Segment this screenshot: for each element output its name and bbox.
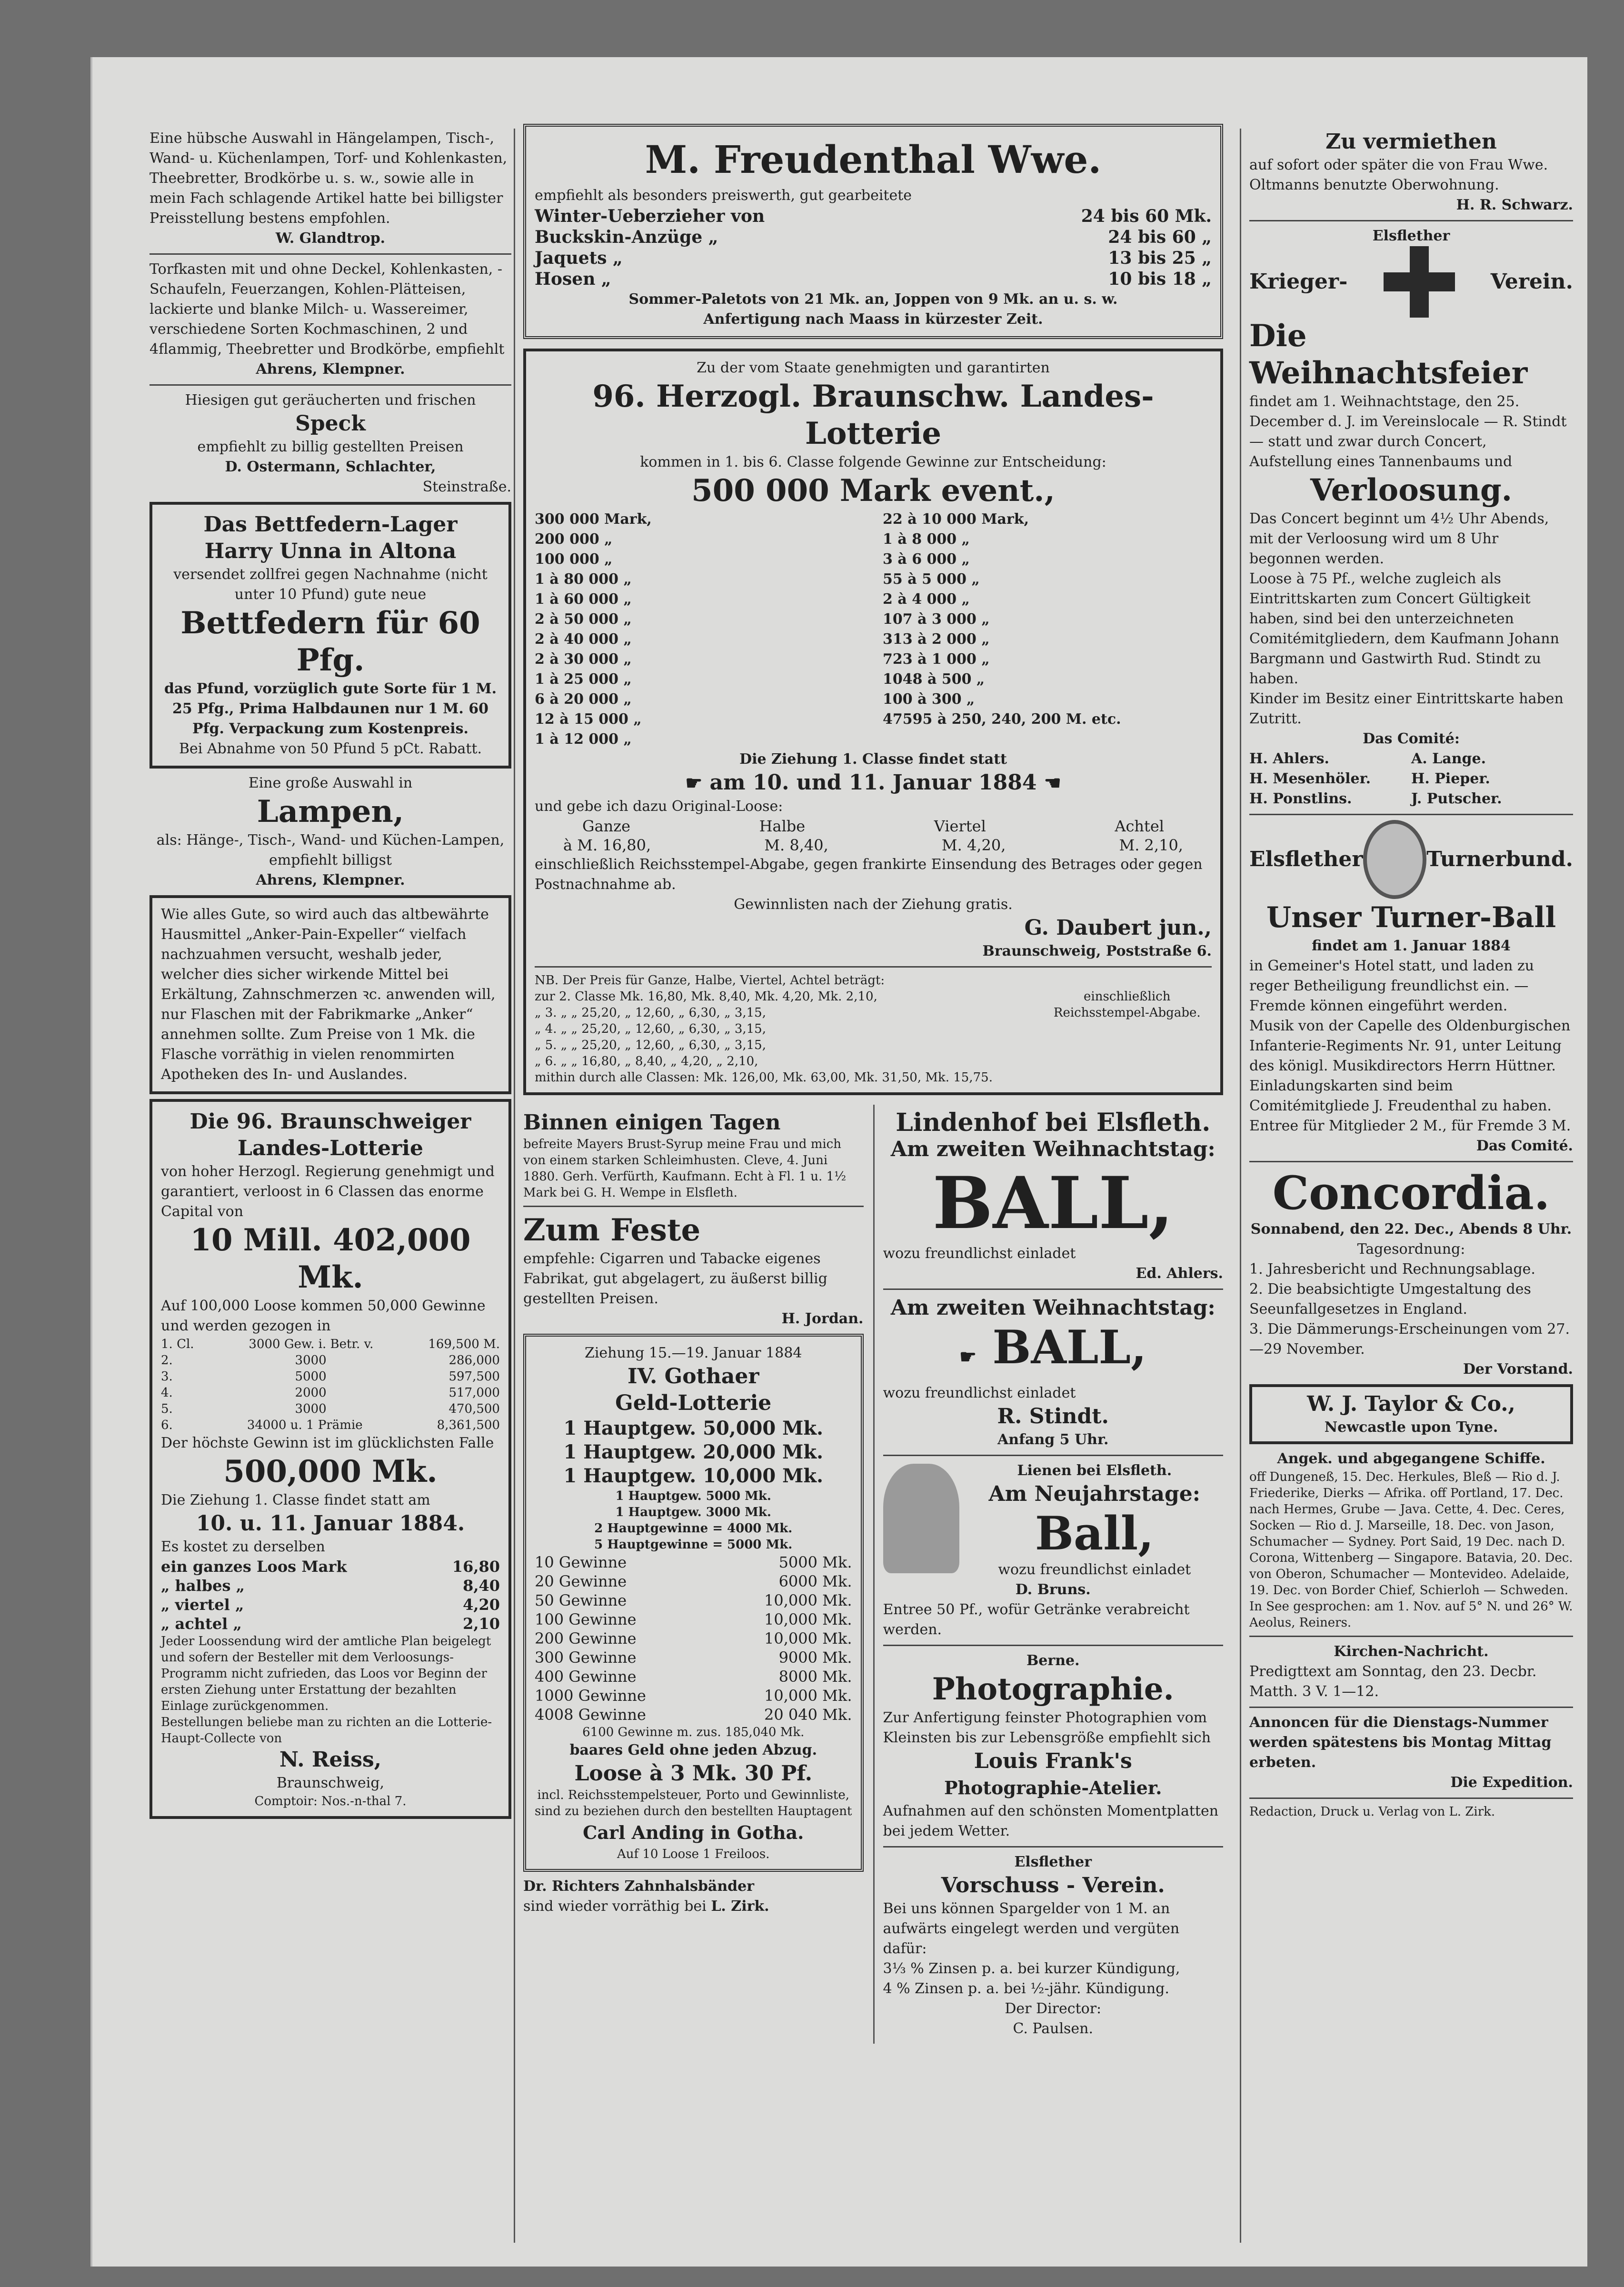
ad-text: findet am 1. Weihnachtstage, den 25. December d. J. im Vereinslocale — R. Stindt — statt und zwar durch Concert, Aufstellung eines Tannenbaums und <box>1249 393 1567 470</box>
list-item: Jaquets „ 13 bis 25 „ <box>535 248 1212 268</box>
ad-text: Musik von der Capelle des Oldenburgischen Infanterie-Regiments Nr. 91, unter Leitung des königl. Musikdirectors Herrn Hüttner. <box>1249 1018 1571 1074</box>
table-row: 3. 5000 597,500 <box>161 1369 500 1384</box>
ad-text: empfehle: Cigarren und Tabacke eigenes Fabrikat, gut abgelagert, zu äußerst billig gestellten Preisen. <box>523 1250 827 1307</box>
ad-text: Tagesordnung: <box>1357 1241 1465 1258</box>
ad-subtitle: Am zweiten Weihnachtstag: <box>890 1296 1216 1320</box>
list-item: 2 à 30 000 „ <box>535 651 632 668</box>
list-item: Hosen „ 10 bis 18 „ <box>535 269 1212 289</box>
ad-concordia <box>1249 1167 1573 1379</box>
ad-title: W. J. Taylor & Co., <box>1307 1392 1515 1416</box>
nb-header: NB. Der Preis für Ganze, Halbe, Viertel, Achtel beträgt: <box>535 973 885 988</box>
ad-title: Kirchen-Nachricht. <box>1334 1643 1489 1660</box>
ad-text: Bestellungen beliebe man zu richten an die Lotterie-Haupt-Collecte von <box>161 1715 492 1746</box>
pointing-hand-icon: ☛ <box>959 1346 976 1368</box>
column-middle <box>514 124 1233 2044</box>
ad-title: Speck <box>295 411 366 436</box>
ad-text: Der höchste Gewinn ist im glücklichsten Falle <box>161 1435 494 1451</box>
ad-signature: Ahrens, Klempner. <box>256 872 405 889</box>
list-item: A. Lange. <box>1411 750 1486 767</box>
ad-bettfedern <box>149 502 511 769</box>
table-row: 5. 3000 470,500 <box>161 1402 500 1416</box>
ad-text: Gewinnlisten nach der Ziehung gratis. <box>734 896 1013 913</box>
ad-headline: Unser Turner-Ball <box>1266 901 1556 934</box>
ad-text: Zur Anfertigung feinster Photographien vom Kleinsten bis zur Lebensgröße empfiehlt sich <box>883 1709 1211 1746</box>
ad-lindenhof <box>883 1109 1224 1284</box>
prize-list-right <box>883 509 1212 749</box>
ad-text: kommen in 1. bis 6. Classe folgende Gewinne zur Entscheidung: <box>640 454 1106 470</box>
ad-text: Es kostet zu derselben <box>161 1538 325 1555</box>
ad-subtitle: Am Neujahrstage: <box>988 1482 1200 1506</box>
ad-text: wozu freundlichst einladet <box>998 1561 1191 1578</box>
list-item: 1048 à 500 „ <box>883 671 985 688</box>
ad-address: Comptoir: Nos.-n-thal 7. <box>254 1794 407 1808</box>
ad-text: Bei Abnahme von 50 Pfund 5 pCt. Rabatt. <box>179 740 482 757</box>
price-header: Ganze Halbe Viertel Achtel <box>582 817 1164 835</box>
ad-signature: Die Expedition. <box>1450 1774 1573 1791</box>
list-item: 1 à 8 000 „ <box>883 531 970 548</box>
ad-headline: Die Weihnachtsfeier <box>1249 318 1528 391</box>
ad-text: Einladungskarten sind beim Comitémitgliede J. Freudenthal zu haben. Entree für Mitglieder 2 M., für Fremde 3 M. <box>1249 1078 1571 1134</box>
pointing-hand-icon: ☛ <box>685 772 703 794</box>
middle-lower-left <box>523 1105 864 2044</box>
ad-zahnhalsbaender <box>523 1877 864 1917</box>
table-row: 100 Gewinne 10,000 Mk. <box>535 1610 852 1628</box>
ad-braunschweiger-lotterie <box>149 1099 511 1819</box>
ad-text: baares Geld ohne jeden Abzug. <box>569 1742 817 1758</box>
ad-place: Elsflether <box>1372 228 1450 244</box>
ad-text: 3⅓ % Zinsen p. a. bei kurzer Kündigung, <box>883 1960 1180 1977</box>
ad-title: Elsflether <box>1249 847 1363 871</box>
ad-text: Der Director: <box>1005 2000 1102 2017</box>
list-item: 2. Die beabsichtigte Umgestaltung des Seeunfallgesetzes in England. <box>1249 1281 1531 1318</box>
ad-headline: Loose à 3 Mk. 30 Pf. <box>574 1761 813 1786</box>
ad-title: IV. Gothaer <box>627 1364 759 1388</box>
ad-title: Geld-Lotterie <box>615 1391 772 1415</box>
ad-text: einschließlich Reichsstempel-Abgabe, gegen frankirte Einsendung des Betrages oder gegen Postnachnahme ab. <box>535 856 1203 893</box>
ad-taylor <box>1249 1384 1573 1444</box>
nb-side-note: einschließlich Reichsstempel-Abgabe. <box>1053 989 1201 1020</box>
ad-text: Predigttext am Sonntag, den 23. Decbr. Matth. 3 V. 1—12. <box>1249 1663 1537 1700</box>
table-row: 50 Gewinne 10,000 Mk. <box>535 1591 852 1609</box>
table-row: „ 6. „ „ 16,80, „ 8,40, „ 4,20, „ 2,10, <box>535 1054 758 1069</box>
ad-text: und gebe ich dazu Original-Loose: <box>535 798 783 815</box>
ad-intro: Hiesigen gut geräucherten und frischen <box>185 392 476 409</box>
list-item: 2 à 4 000 „ <box>883 591 970 608</box>
ad-text: off Dungeneß, 15. Dec. Herkules, Bleß — Rio d. J. Friederike, Dierks — Afrika. off Portland, 17. Dec. nach Hermes, Grube — Java. Cette, 4. Dec. Ceres, Socken — Rio d. J. Marseille, 18. Dec. von Jason, Schumacher — Sydney. Port Said, 19 Dec. nach D. Corona, Wittenberg — Singapore. Batavia, 20. Dec. von Oberon, Schumacher — Montevideo. Adelaide, 19. Dec. von Border Chief, Schierloh — Schweden. In See gesprochen: am 1. Nov. auf 5° N. und 26° W. Aeolus, Reiners. <box>1249 1470 1573 1630</box>
ad-text: Die Ziehung 1. Classe findet statt am <box>161 1492 430 1508</box>
ad-lampen-glandtrop <box>149 129 511 249</box>
list-item: 100 000 „ <box>535 551 613 568</box>
pointing-hand-icon: ☚ <box>1044 772 1061 794</box>
draw-date: ☛ am 10. und 11. Januar 1884 ☚ <box>535 769 1212 797</box>
ad-text: empfiehlt zu billig gestellten Preisen <box>197 439 464 455</box>
table-row: 400 Gewinne 8000 Mk. <box>535 1668 852 1686</box>
list-item: 3 à 6 000 „ <box>883 551 970 568</box>
table-row: 200 Gewinne 10,000 Mk. <box>535 1629 852 1648</box>
sub-prizes <box>535 1488 852 1553</box>
ad-text: Wie alles Gute, so wird auch das altbewährte Hausmittel „Anker-Pain-Expeller“ vielfach nachzuahmen versucht, weshalb jeder, welcher dies sicher wirkende Mittel bei Erkältung, Zahnschmerzen ꝛc. anwenden will, nur Flaschen mit der Fabrikmarke „Anker“ annehmen sollte. Zum Preise von 1 Mk. die Flasche vorräthig in vielen renommirten Apotheken des In- und Auslandes. <box>161 906 496 1083</box>
ad-signature: C. Paulsen. <box>1013 2020 1094 2037</box>
table-row: „ 5. „ „ 25,20, „ 12,60, „ 6,30, „ 3,15, <box>535 1038 766 1052</box>
ad-text: Jeder Loossendung wird der amtliche Plan beigelegt und sofern der Besteller mit dem Verloosungs-Programm nicht zufrieden, das Loos vor Beginn der ersten Ziehung unter Erstattung der bezahlten Einlage zurückgenommen. <box>161 1634 491 1713</box>
table-row: 10 Gewinne 5000 Mk. <box>535 1553 852 1571</box>
ad-torfkasten <box>149 260 511 380</box>
column-right <box>1249 124 1573 1820</box>
column-divider <box>1240 129 1241 2243</box>
ad-krieger-verein <box>1249 226 1573 809</box>
ad-turnerbund <box>1249 820 1573 1156</box>
prize-list-left <box>535 509 864 749</box>
ad-headline-row: ☛ BALL, <box>883 1321 1224 1383</box>
krieger-header <box>1249 246 1573 318</box>
ad-city: Braunschweig, <box>276 1775 385 1791</box>
ad-photographie <box>883 1651 1224 1841</box>
list-item: 47595 à 250, 240, 200 M. etc. <box>883 711 1121 728</box>
list-item: Winter-Ueberzieher von 24 bis 60 Mk. <box>535 206 1212 226</box>
list-item: 723 à 1 000 „ <box>883 651 990 668</box>
list-item: 1. Jahresbericht und Rechnungsablage. <box>1249 1261 1535 1278</box>
ad-date: Sonnabend, den 22. Dec., Abends 8 Uhr. <box>1250 1221 1572 1238</box>
ad-title: Lindenhof bei Elsfleth. <box>896 1108 1211 1137</box>
table-row: 2. 3000 286,000 <box>161 1353 500 1368</box>
table-row: 1000 Gewinne 10,000 Mk. <box>535 1687 852 1705</box>
ad-title: Vorschuss - Verein. <box>941 1873 1165 1898</box>
ad-text: Dr. Richters Zahnhalsbänder <box>523 1878 755 1895</box>
ad-text: Anfang 5 Uhr. <box>997 1431 1109 1448</box>
class-table <box>161 1336 500 1433</box>
ad-text: Annoncen für die Dienstags-Nummer werden spätestens bis Montag Mittag erbeten. <box>1249 1714 1552 1771</box>
list-item: H. Mesenhöler. <box>1249 770 1371 787</box>
list-item: 300 000 Mark, <box>535 511 652 528</box>
main-prizes <box>535 1417 852 1488</box>
ad-text: Kinder im Besitz einer Eintrittskarte haben Zutritt. <box>1249 690 1564 727</box>
middle-lower-right <box>873 1105 1224 2044</box>
ad-text: 6100 Gewinne m. zus. 185,040 Mk. <box>582 1725 805 1739</box>
prize-list <box>535 509 1212 749</box>
ad-place: Berne. <box>1026 1652 1080 1669</box>
table-row: „ achtel „ 2,10 <box>161 1615 500 1633</box>
ad-text: Anfertigung nach Maass in kürzester Zeit. <box>703 311 1043 328</box>
ad-text: von hoher Herzogl. Regierung genehmigt und garantiert, verloost in 6 Classen das enorme Capital von <box>161 1163 495 1220</box>
ad-vorschuss-verein <box>883 1852 1224 2039</box>
kirchen-nachricht <box>1249 1642 1573 1702</box>
ad-title: Das Bettfedern-Lager <box>203 512 458 537</box>
turner-emblem-icon <box>1363 820 1427 899</box>
table-row: 4. 2000 517,000 <box>161 1386 500 1400</box>
ad-text: 4 % Zinsen p. a. bei ½-jähr. Kündigung. <box>883 1980 1169 1997</box>
ad-headline: Verloosung. <box>1310 472 1513 508</box>
list-item: 6 à 20 000 „ <box>535 691 632 708</box>
ad-text: in Gemeiner's Hotel statt, und laden zu reger Betheiligung freundlichst ein. — Fremde können eingeführt werden. <box>1249 958 1534 1014</box>
ad-headline: Ball, <box>1035 1507 1154 1560</box>
ad-title: Die 96. Braunschweiger Landes-Lotterie <box>189 1109 471 1160</box>
ad-text: Torfkasten mit und ohne Deckel, Kohlenkasten, -Schaufeln, Feuerzangen, Kohlen-Plätteisen, lackierte und blanke Milch- u. Wassereimer, verschiedene Sorten Kochmaschinen, 2 und 4flammig, Theebretter und Brodkörbe, empfiehlt <box>149 261 505 358</box>
table-row: 300 Gewinne 9000 Mk. <box>535 1648 852 1667</box>
ad-text: Das Concert beginnt um 4½ Uhr Abends, mit der Verloosung wird um 8 Uhr begonnen werden. <box>1249 510 1549 567</box>
comite-names <box>1249 749 1573 809</box>
list-item: 107 à 3 000 „ <box>883 611 990 628</box>
ad-text: als: Hänge-, Tisch-, Wand- und Küchen-Lampen, empfiehlt billigst <box>156 832 505 869</box>
list-item: H. Ponstlins. <box>1249 790 1352 807</box>
ad-text: Eine hübsche Auswahl in Hängelampen, Tisch-, Wand- u. Küchenlampen, Torf- und Kohlenkasten, Theebretter, Brodkörbe u. s. w., sowie alle in mein Fach schlagende Artikel hatte bei billigster Preisstellung bestens empfohlen. <box>149 130 508 227</box>
list-item: H. Pieper. <box>1411 770 1490 787</box>
turner-header <box>1249 820 1573 899</box>
list-item: Buckskin-Anzüge „ 24 bis 60 „ <box>535 227 1212 247</box>
annoncen-notice <box>1249 1713 1573 1793</box>
ad-text: Bei uns können Spargelder von 1 M. an aufwärts eingelegt werden und vergüten dafür: <box>883 1900 1180 1957</box>
iron-cross-icon <box>1384 246 1455 318</box>
ad-text: das Pfund, vorzüglich gute Sorte für 1 M. 25 Pfg., Prima Halbdaunen nur 1 M. 60 Pfg. Verpackung zum Kostenpreis. <box>164 680 497 737</box>
middle-lower <box>523 1105 1223 2044</box>
ad-title: Verein. <box>1490 270 1573 294</box>
ad-date: 10. u. 11. Januar 1884. <box>196 1511 465 1536</box>
ad-text: auf sofort oder später die von Frau Wwe. Oltmanns benutzte Oberwohnung. <box>1249 157 1548 193</box>
dancing-couple-illustration <box>883 1464 959 1573</box>
ad-firm: Carl Anding in Gotha. <box>583 1822 804 1843</box>
list-item: 1 Hauptgew. 50,000 Mk. <box>563 1417 824 1439</box>
ad-title: Concordia. <box>1272 1166 1550 1220</box>
ad-subtitle: Am zweiten Weihnachtstag: <box>890 1137 1216 1161</box>
list-item: 1 à 60 000 „ <box>535 591 632 608</box>
list-item: 55 à 5 000 „ <box>883 571 980 588</box>
ad-text: befreite Mayers Brust-Syrup meine Frau und mich von einem starken Schleimhusten. Cleve, 4. Juni 1880. Gerh. Verfürth, Kaufmann. Echt à Fl. 1 u. 1½ Mark bei G. H. Wempe in Elsfleth. <box>523 1137 847 1200</box>
ad-address: Braunschweig, Poststraße 6. <box>982 943 1212 959</box>
ad-place: Lienen bei Elsfleth. <box>1017 1462 1172 1479</box>
ad-ball-lienen <box>883 1461 1224 1640</box>
ad-zum-feste <box>523 1212 864 1329</box>
ad-title: Zu vermiethen <box>1325 130 1497 154</box>
ad-text: Die Ziehung 1. Classe findet statt <box>739 751 1007 768</box>
list-item: 1 à 80 000 „ <box>535 571 632 588</box>
ad-firm: G. Daubert jun., <box>1024 916 1212 940</box>
ad-headline: 500 000 Mark event., <box>691 473 1055 509</box>
ad-intro: Zu der vom Staate genehmigten und garantirten <box>697 360 1050 376</box>
ad-signature: Der Vorstand. <box>1463 1361 1573 1378</box>
table-row: „ 3. „ „ 25,20, „ 12,60, „ 6,30, „ 3,15, <box>535 1006 766 1020</box>
ad-address: Steinstraße. <box>422 479 511 495</box>
ad-signature: R. Stindt. <box>997 1404 1109 1428</box>
column-left <box>149 124 511 1824</box>
ad-headline: BALL, <box>932 1161 1174 1245</box>
ad-headline: Bettfedern für 60 Pfg. <box>180 605 480 678</box>
nb-total: mithin durch alle Classen: Mk. 126,00, Mk. 63,00, Mk. 31,50, Mk. 15,75. <box>535 1070 993 1085</box>
ad-firm: Harry Unna in Altona <box>204 539 457 563</box>
ad-signature: H. Jordan. <box>781 1310 864 1327</box>
ad-firm: Photographie-Atelier. <box>944 1777 1162 1798</box>
table-row: 4008 Gewinne 20 040 Mk. <box>535 1706 852 1724</box>
list-item: 12 à 15 000 „ <box>535 711 642 728</box>
list-item: 200 000 „ <box>535 531 613 548</box>
ad-ball-stindt <box>883 1295 1224 1450</box>
ad-headline: 10 Mill. 402,000 Mk. <box>190 1222 471 1295</box>
ad-signature: Das Comité: <box>1363 730 1460 747</box>
list-item: 1 à 12 000 „ <box>535 731 632 748</box>
table-row: „ halbes „ 8,40 <box>161 1577 500 1595</box>
ad-gothaer-lotterie <box>523 1334 864 1872</box>
list-item: H. Ahlers. <box>1249 750 1329 767</box>
list-item: 3. Die Dämmerungs-Erscheinungen vom 27.—29 November. <box>1249 1321 1570 1358</box>
ad-headline: 500,000 Mk. <box>223 1454 438 1489</box>
table-row: zur 2. Classe Mk. 16,80, Mk. 8,40, Mk. 4,20, Mk. 2,10, <box>535 989 877 1004</box>
list-item: 313 à 2 000 „ <box>883 631 990 648</box>
list-item: 22 à 10 000 Mark, <box>883 511 1029 528</box>
prize-table <box>535 1553 852 1724</box>
ad-title: Lampen, <box>257 794 404 829</box>
ad-title: Zum Feste <box>523 1212 701 1248</box>
table-row: 1. Cl. 3000 Gew. i. Betr. v. 169,500 M. <box>161 1337 500 1351</box>
ad-title: M. Freudenthal Wwe. <box>645 137 1102 182</box>
list-item: 2 à 40 000 „ <box>535 631 632 648</box>
ad-title: 96. Herzogl. Braunschw. Landes-Lotterie <box>592 379 1154 451</box>
ad-title: Turnerbund. <box>1426 847 1573 871</box>
ad-place: Elsflether <box>1014 1854 1092 1870</box>
ad-speck <box>149 390 511 497</box>
table-row: „ viertel „ 4,20 <box>161 1596 500 1614</box>
ad-text: empfiehlt als besonders preiswerth, gut gearbeitete <box>535 187 912 204</box>
ad-zu-vermiethen <box>1249 129 1573 215</box>
ad-firm: N. Reiss, <box>279 1748 382 1772</box>
ad-signature: Das Comité. <box>1476 1138 1573 1154</box>
list-item: 1 Hauptgew. 3000 Mk. <box>615 1505 771 1519</box>
ad-text-row: sind wieder vorräthig bei L. Zirk. <box>523 1898 769 1915</box>
ad-firm: Louis Frank's <box>974 1749 1132 1773</box>
list-item: 2 à 50 000 „ <box>535 611 632 628</box>
ad-text: wozu freundlichst einladet <box>883 1385 1076 1401</box>
table-row: ein ganzes Loos Mark 16,80 <box>161 1558 500 1576</box>
ad-lampen-ahrens <box>149 773 511 890</box>
list-item: J. Putscher. <box>1411 790 1502 807</box>
ad-anker-pain-expeller <box>149 895 511 1094</box>
ad-freudenthal <box>523 124 1223 339</box>
ad-title: Krieger- <box>1249 270 1348 294</box>
newspaper-page <box>90 57 1587 2267</box>
ad-text: Entree 50 Pf., wofür Getränke verabreicht werden. <box>883 1601 1190 1638</box>
nb-table <box>535 989 1212 1069</box>
ad-signature: Ahrens, Klempner. <box>256 361 405 378</box>
list-item: 1 à 25 000 „ <box>535 671 632 688</box>
ad-title: Photographie. <box>932 1671 1174 1707</box>
list-item: 1 Hauptgew. 5000 Mk. <box>615 1489 771 1503</box>
ad-text: Auf 10 Loose 1 Freiloos. <box>617 1847 770 1861</box>
ad-intro: Eine große Auswahl in <box>248 775 413 791</box>
list-item: 100 à 300 „ <box>883 691 975 708</box>
ad-text: Aufnahmen auf den schönsten Momentplatten bei jedem Wetter. <box>883 1803 1219 1839</box>
imprint: Redaction, Druck u. Verlag von L. Zirk. <box>1249 1805 1495 1819</box>
list-item: 1 Hauptgew. 10,000 Mk. <box>563 1465 824 1487</box>
ad-date: findet am 1. Januar 1884 <box>1312 938 1511 954</box>
list-item: 5 Hauptgewinne = 5000 Mk. <box>594 1538 793 1552</box>
shipping-news <box>1249 1449 1573 1631</box>
ad-text: wozu freundlichst einladet <box>883 1245 1076 1262</box>
ad-text: versendet zollfrei gegen Nachnahme (nicht unter 10 Pfund) gute neue <box>173 566 488 603</box>
ad-title: Binnen einigen Tagen <box>523 1110 781 1135</box>
table-row: 20 Gewinne 6000 Mk. <box>535 1572 852 1590</box>
ad-city: Newcastle upon Tyne. <box>1324 1419 1498 1436</box>
ad-signature: W. Glandtrop. <box>275 230 386 247</box>
table-row: 6. 34000 u. 1 Prämie 8,361,500 <box>161 1418 500 1432</box>
ad-signature: H. R. Schwarz. <box>1456 197 1573 213</box>
list-item: 1 Hauptgew. 20,000 Mk. <box>563 1441 824 1463</box>
ad-text: Sommer-Paletots von 21 Mk. an, Joppen von 9 Mk. an u. s. w. <box>628 291 1118 308</box>
price-table <box>161 1557 500 1633</box>
ad-signature: D. Bruns. <box>1015 1581 1091 1598</box>
ad-landes-lotterie-daubert <box>523 349 1223 1095</box>
table-row: „ 4. „ „ 25,20, „ 12,60, „ 6,30, „ 3,15, <box>535 1022 766 1036</box>
ad-text: Loose à 75 Pf., welche zugleich als Eintrittskarten zum Concert Gültigkeit haben, sind bei den unterzeichneten Comitémitgliedern, dem Kaufmann Johann Bargmann und Gastwirth Rud. Stindt zu haben. <box>1249 570 1559 687</box>
ad-text: Auf 100,000 Loose kommen 50,000 Gewinne und werden gezogen in <box>161 1298 486 1334</box>
ad-text: incl. Reichsstempelsteuer, Porto und Gewinnliste, sind zu beziehen durch den bestellten Hauptagent <box>535 1788 852 1818</box>
price-row: à M. 16,80, M. 8,40, M. 4,20, M. 2,10, <box>563 836 1183 854</box>
ad-date: Ziehung 15.—19. Januar 1884 <box>584 1345 802 1361</box>
list-item: 2 Hauptgewinne = 4000 Mk. <box>594 1521 793 1536</box>
ad-signature: Ed. Ahlers. <box>1136 1265 1223 1282</box>
ad-brust-syrup <box>523 1109 864 1201</box>
ad-signature: D. Ostermann, Schlachter, <box>225 459 436 475</box>
ad-title: Angek. und abgegangene Schiffe. <box>1277 1450 1545 1467</box>
